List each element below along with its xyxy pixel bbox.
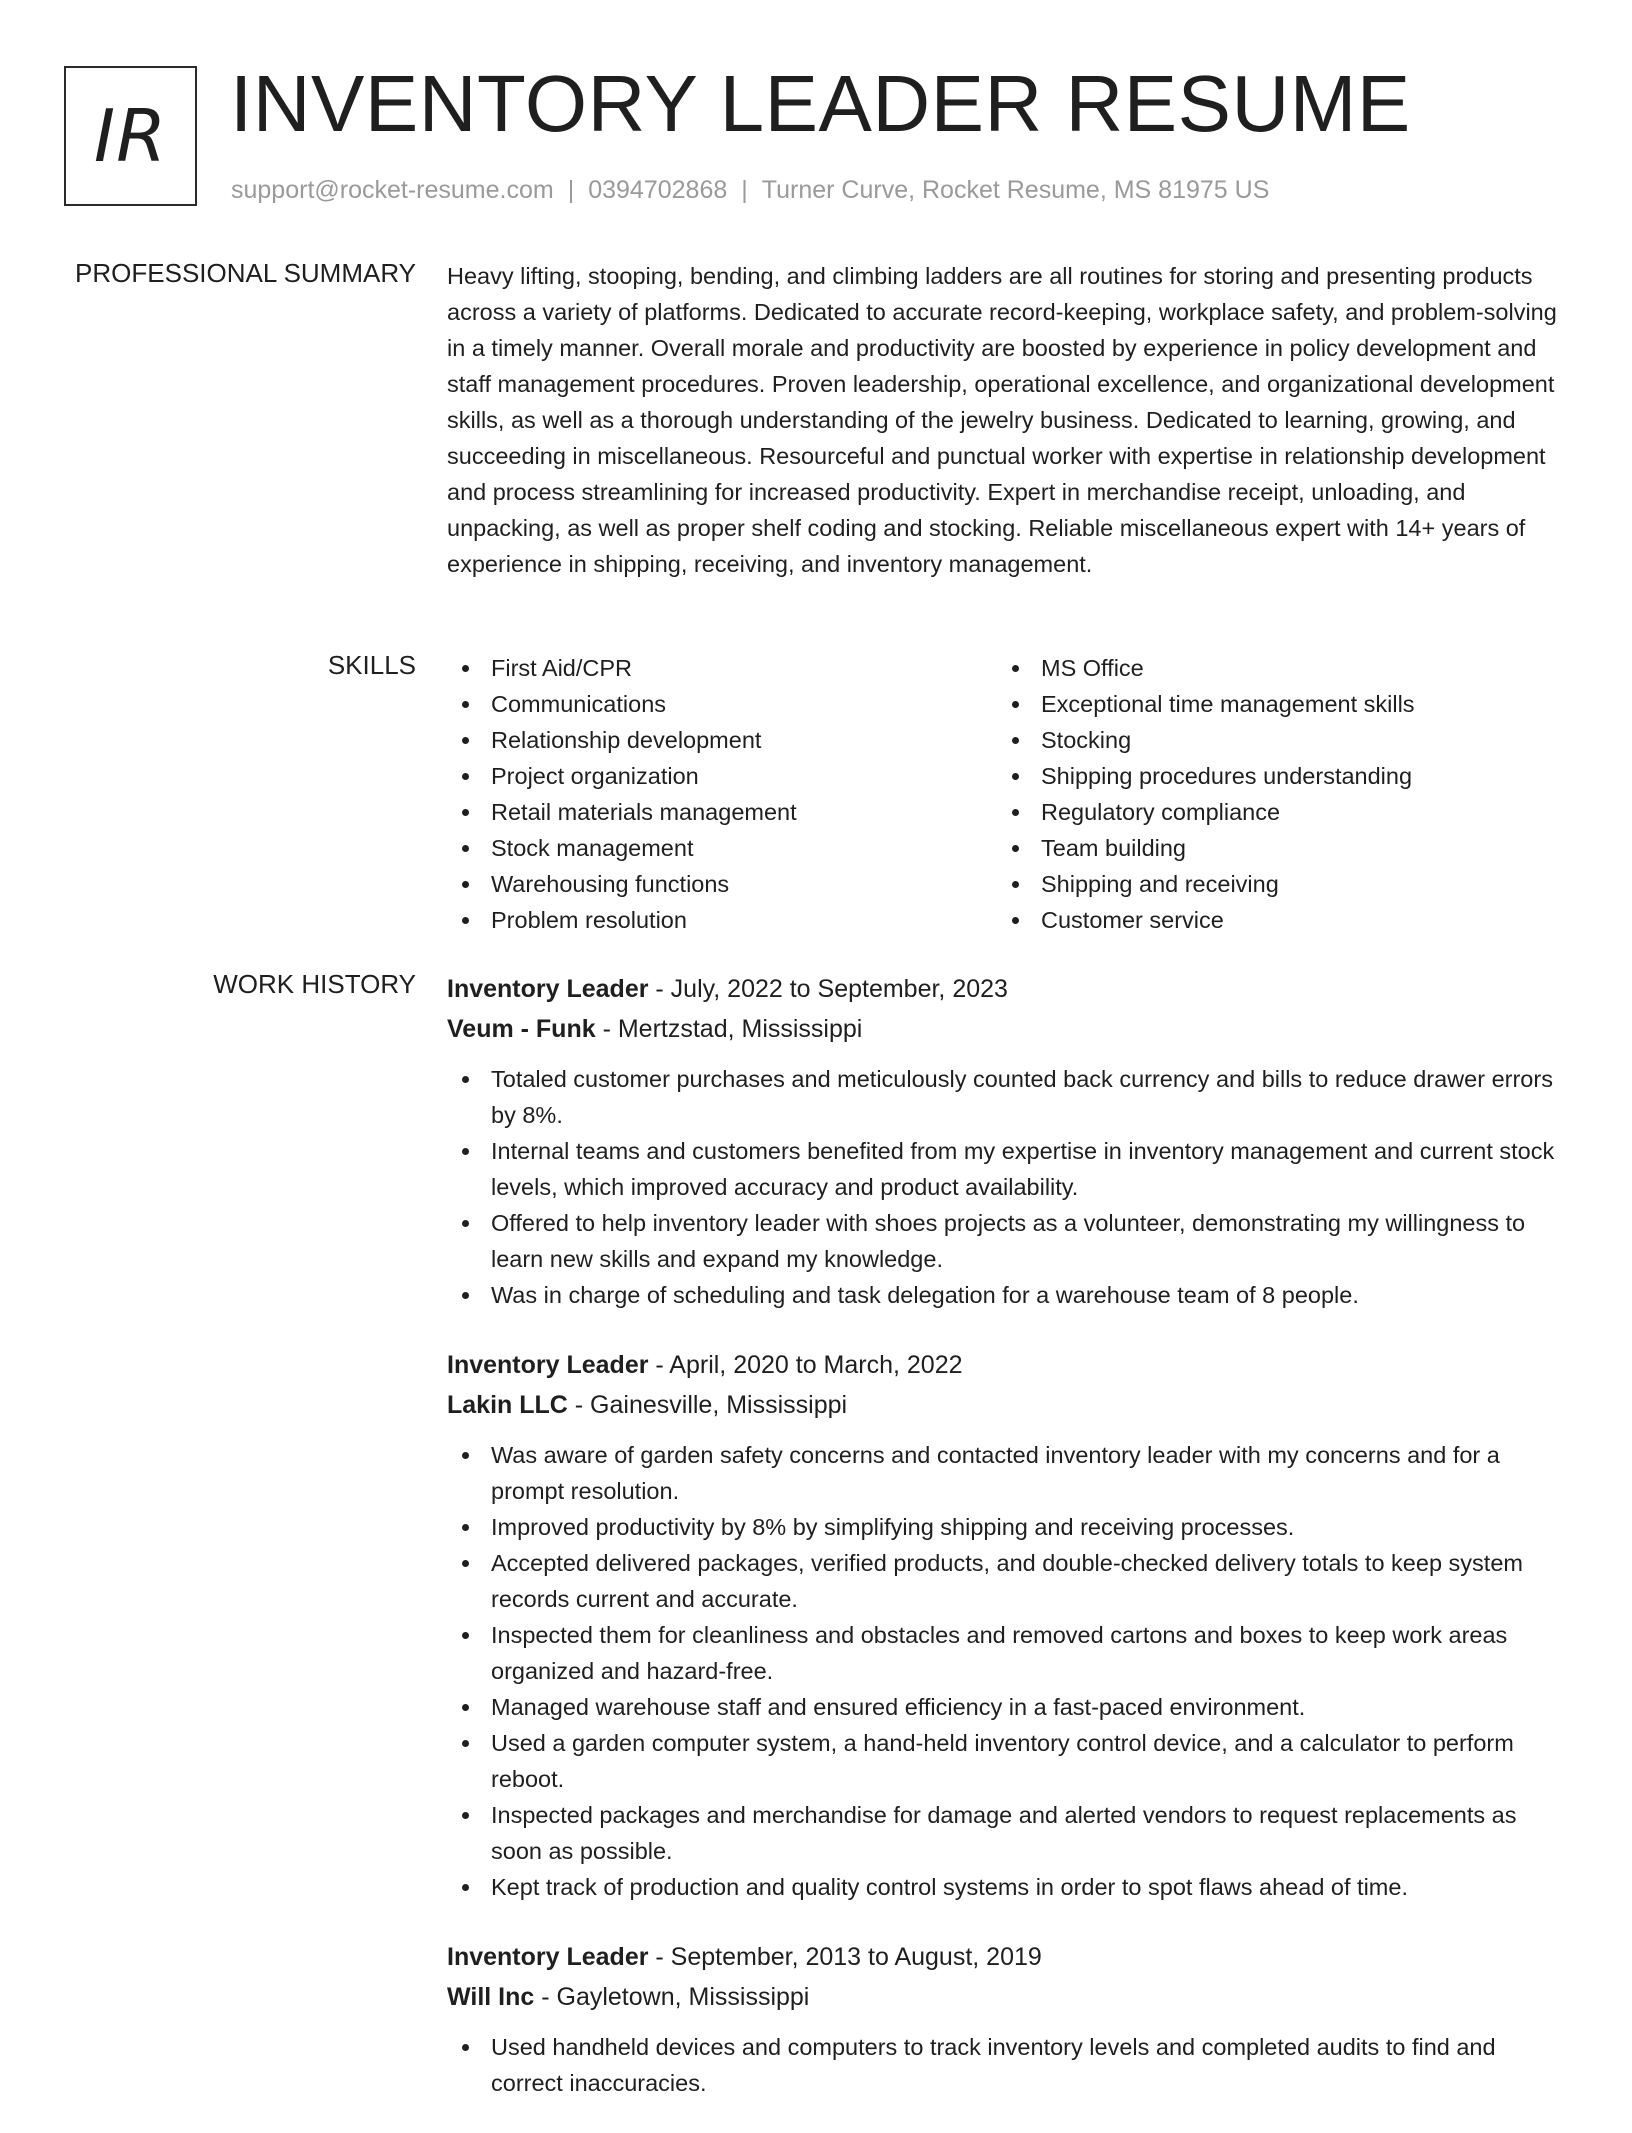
contact-separator: | xyxy=(567,176,575,204)
skills-heading: SKILLS xyxy=(327,650,416,680)
job-title-line xyxy=(447,1937,1567,1977)
job-bullet: Inspected them for cleanliness and obstacles and removed cartons and boxes to keep work areas organized and hazard-free. xyxy=(447,1617,1567,1689)
skill-item: Relationship development xyxy=(447,722,997,758)
work-history-heading: WORK HISTORY xyxy=(213,969,416,999)
job-bullet: Used handheld devices and computers to track inventory levels and completed audits to find and correct inaccuracies. xyxy=(447,2029,1567,2101)
skill-item: Communications xyxy=(447,686,997,722)
skills-list-right xyxy=(997,650,1547,938)
job-entry xyxy=(447,1937,1567,2101)
contact-address: Turner Curve, Rocket Resume, MS 81975 US xyxy=(761,176,1270,204)
job-bullet: Totaled customer purchases and meticulously counted back currency and bills to reduce drawer errors by 8%. xyxy=(447,1061,1567,1133)
job-entry xyxy=(447,1345,1567,1905)
contact-separator: | xyxy=(741,176,748,204)
contact-line xyxy=(231,176,1269,205)
job-bullet: Was aware of garden safety concerns and contacted inventory leader with my concerns and for a prompt resolution. xyxy=(447,1437,1567,1509)
skill-item: Stocking xyxy=(997,722,1547,758)
job-company-line xyxy=(447,1009,1567,1049)
summary-text: Heavy lifting, stooping, bending, and climbing ladders are all routines for storing and presenting products across a variety of platforms. Dedicated to accurate record-keeping, workplace safety, and problem-solving in a timely manner. Overall morale and productivity are boosted by experience in policy development and staff management procedures. Proven leadership, operational excellence, and organizational development skills, as well as a thorough understanding of the jewelry business. Dedicated to learning, growing, and succeeding in miscellaneous. Resourceful and punctual worker with expertise in relationship development and process streamlining for increased productivity. Expert in merchandise receipt, unloading, and unpacking, as well as proper shelf coding and stocking. Reliable miscellaneous expert with 14+ years of experience in shipping, receiving, and inventory management. xyxy=(447,263,1557,577)
job-title: Inventory Leader xyxy=(447,1943,649,1971)
job-company: Will Inc xyxy=(447,1983,535,2011)
skill-item: Stock management xyxy=(447,830,997,866)
job-bullet: Was in charge of scheduling and task delegation for a warehouse team of 8 people. xyxy=(447,1277,1567,1313)
job-bullet: Managed warehouse staff and ensured efficiency in a fast-paced environment. xyxy=(447,1689,1567,1725)
job-bullet: Internal teams and customers benefited from my expertise in inventory management and current stock levels, which improved accuracy and product availability. xyxy=(447,1133,1567,1205)
skill-item: Regulatory compliance xyxy=(997,794,1547,830)
skill-item: Shipping and receiving xyxy=(997,866,1547,902)
skill-item: Retail materials management xyxy=(447,794,997,830)
job-dates: - September, 2013 to August, 2019 xyxy=(648,1943,1042,1971)
summary-body xyxy=(447,258,1567,582)
monogram-box xyxy=(64,66,197,206)
skill-item: Warehousing functions xyxy=(447,866,997,902)
contact-email: support@rocket-resume.com xyxy=(231,176,554,204)
job-bullets xyxy=(447,1437,1567,1905)
skills-list-left xyxy=(447,650,997,938)
job-dates: - July, 2022 to September, 2023 xyxy=(648,975,1008,1003)
job-company: Veum - Funk xyxy=(447,1015,596,1043)
job-bullet: Used a garden computer system, a hand-held inventory control device, and a calculator to perform reboot. xyxy=(447,1725,1567,1797)
resume-title: INVENTORY LEADER RESUME xyxy=(230,59,1411,148)
skill-item: Customer service xyxy=(997,902,1547,938)
skill-item: Problem resolution xyxy=(447,902,997,938)
job-dates: - April, 2020 to March, 2022 xyxy=(648,1351,963,1379)
job-bullet: Inspected packages and merchandise for damage and alerted vendors to request replacements as soon as possible. xyxy=(447,1797,1567,1869)
monogram-initials: IR xyxy=(93,94,168,178)
work-history-body xyxy=(447,969,1567,2133)
job-bullets xyxy=(447,1061,1567,1313)
job-title-line xyxy=(447,1345,1567,1385)
job-title: Inventory Leader xyxy=(447,975,649,1003)
job-location: - Mertzstad, Mississippi xyxy=(595,1015,863,1043)
job-bullet: Accepted delivered packages, verified products, and double-checked delivery totals to keep system records current and accurate. xyxy=(447,1545,1567,1617)
skill-item: Exceptional time management skills xyxy=(997,686,1547,722)
job-title-line xyxy=(447,969,1567,1009)
job-bullet: Offered to help inventory leader with shoes projects as a volunteer, demonstrating my willingness to learn new skills and expand my knowledge. xyxy=(447,1205,1567,1277)
skills-body xyxy=(447,650,1567,938)
summary-heading: PROFESSIONAL SUMMARY xyxy=(75,258,416,288)
job-bullet: Kept track of production and quality control systems in order to spot flaws ahead of time. xyxy=(447,1869,1567,1905)
contact-phone: 0394702868 xyxy=(588,176,728,204)
skill-item: Project organization xyxy=(447,758,997,794)
skill-item: First Aid/CPR xyxy=(447,650,997,686)
job-bullets xyxy=(447,2029,1567,2101)
job-company-line xyxy=(447,1977,1567,2017)
job-location: - Gayletown, Mississippi xyxy=(534,1983,810,2011)
job-bullet: Improved productivity by 8% by simplifying shipping and receiving processes. xyxy=(447,1509,1567,1545)
skill-item: Team building xyxy=(997,830,1547,866)
job-company: Lakin LLC xyxy=(447,1391,568,1419)
job-company-line xyxy=(447,1385,1567,1425)
job-location: - Gainesville, Mississippi xyxy=(567,1391,848,1419)
skill-item: MS Office xyxy=(997,650,1547,686)
skill-item: Shipping procedures understanding xyxy=(997,758,1547,794)
job-title: Inventory Leader xyxy=(447,1351,649,1379)
job-entry xyxy=(447,969,1567,1313)
